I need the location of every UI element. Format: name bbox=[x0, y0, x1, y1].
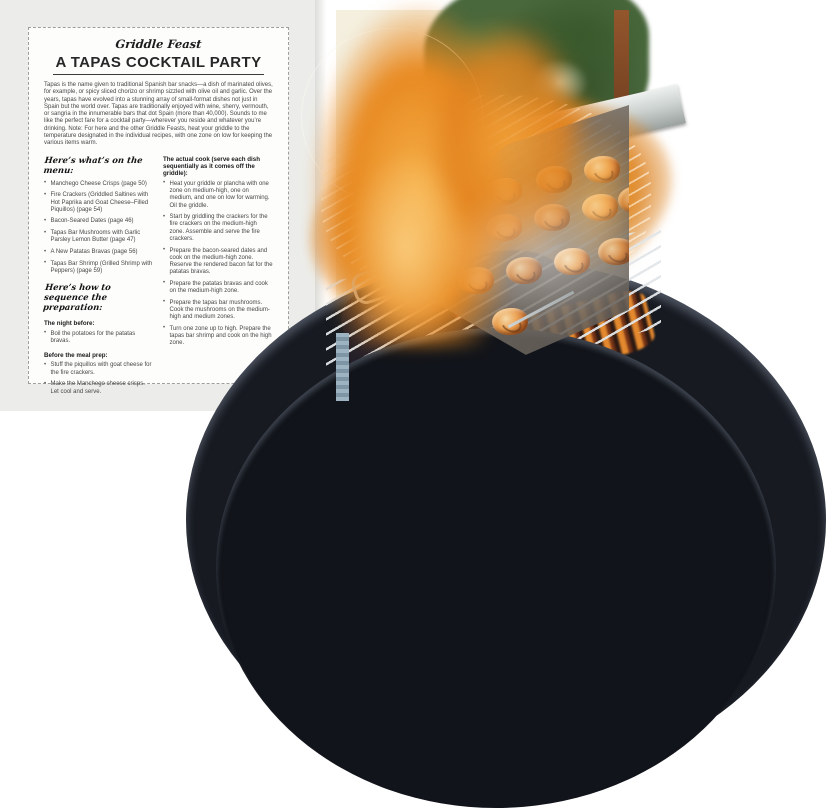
list-item: • Fire Crackers (Griddled Saltines with Hot Paprika and Goat Cheese–Filled Piquillos) (page 54) bbox=[44, 192, 154, 214]
list-item: • Prepare the tapas bar mushrooms. Cook the mushrooms on the medium-high and medium zones. bbox=[163, 300, 273, 322]
list-item: • Prepare the patatas bravas and cook on the medium-high zone. bbox=[163, 281, 273, 295]
list-item: • Boil the potatoes for the patatas bravas. bbox=[44, 331, 154, 345]
section-kicker: Griddle Feast bbox=[114, 37, 203, 51]
list-item: • Tapas Bar Shrimp (Grilled Shrimp with Peppers) (page 59) bbox=[44, 261, 154, 275]
meal-prep-list bbox=[44, 362, 154, 395]
recipe-intro-card bbox=[28, 27, 289, 395]
two-column-body bbox=[44, 156, 273, 401]
smoke bbox=[441, 180, 651, 330]
list-item: • Turn one zone up to high. Prepare the tapas bar shrimp and cook on the high zone. bbox=[163, 326, 273, 348]
kettle-front-rim bbox=[216, 328, 776, 808]
page-title: A TAPAS COCKTAIL PARTY bbox=[53, 54, 263, 75]
list-item: • Tapas Bar Mushrooms with Garlic Parsley Lemon Butter (page 47) bbox=[44, 230, 154, 244]
list-item: • Stuff the piquillos with goat cheese for the fire crackers. bbox=[44, 362, 154, 376]
list-item: • Make the Manchego cheese crisps. Let cool and serve. bbox=[44, 381, 154, 395]
night-before-label: The night before: bbox=[44, 320, 95, 328]
title-wrap bbox=[44, 54, 273, 75]
list-item: • Heat your griddle or plancha with one zone on medium-high, one on medium, and one on low for warming. Oil the griddle. bbox=[163, 181, 273, 210]
list-item: • Prepare the bacon-seared dates and cook on the medium-high zone. Reserve the rendered bacon fat for the patatas bravas. bbox=[163, 248, 273, 277]
grill-photo bbox=[336, 10, 629, 401]
actual-cook-list bbox=[163, 181, 273, 348]
sequence-heading: Here’s how to sequence the preparation: bbox=[42, 283, 112, 314]
list-item: • A New Patatas Bravas (page 56) bbox=[44, 249, 154, 256]
list-item: • Start by griddling the crackers for the fire crackers on the medium-high zone. Assemble and serve the fire crackers. bbox=[163, 214, 273, 243]
meal-prep-label: Before the meal prep: bbox=[44, 352, 108, 360]
list-item: • Manchego Cheese Crisps (page 50) bbox=[44, 181, 154, 188]
blue-object bbox=[336, 333, 349, 401]
menu-column bbox=[44, 156, 154, 401]
night-before-list bbox=[44, 331, 154, 345]
actual-cook-label: The actual cook (serve each dish sequentially as it comes off the griddle): bbox=[163, 155, 260, 178]
intro-paragraph: Tapas is the name given to traditional Spanish bar snacks—a dish of marinated olives, for example, or spicy sliced chorizo or shrimp sizzled with olive oil and garlic. Over the years, tapas have evolved into a stunning array of small-format dishes not just in Spain but the world over. Tapas are traditionally enjoyed with wine, sherry, vermouth, or sangria in the innumerable bars that dot Spain (more than 40,000). Sounds to me like the perfect fare for a cocktail party—wherever you reside and whatever you’re drinking. Note: For here and the other Griddle Feasts, heat your griddle to the temperature designated in the individual recipes, with one zone on low for keeping the various items warm. bbox=[44, 82, 273, 147]
menu-heading: Here’s what’s on the menu: bbox=[42, 155, 144, 176]
list-item: • Bacon-Seared Dates (page 46) bbox=[44, 218, 154, 225]
menu-list bbox=[44, 181, 154, 276]
